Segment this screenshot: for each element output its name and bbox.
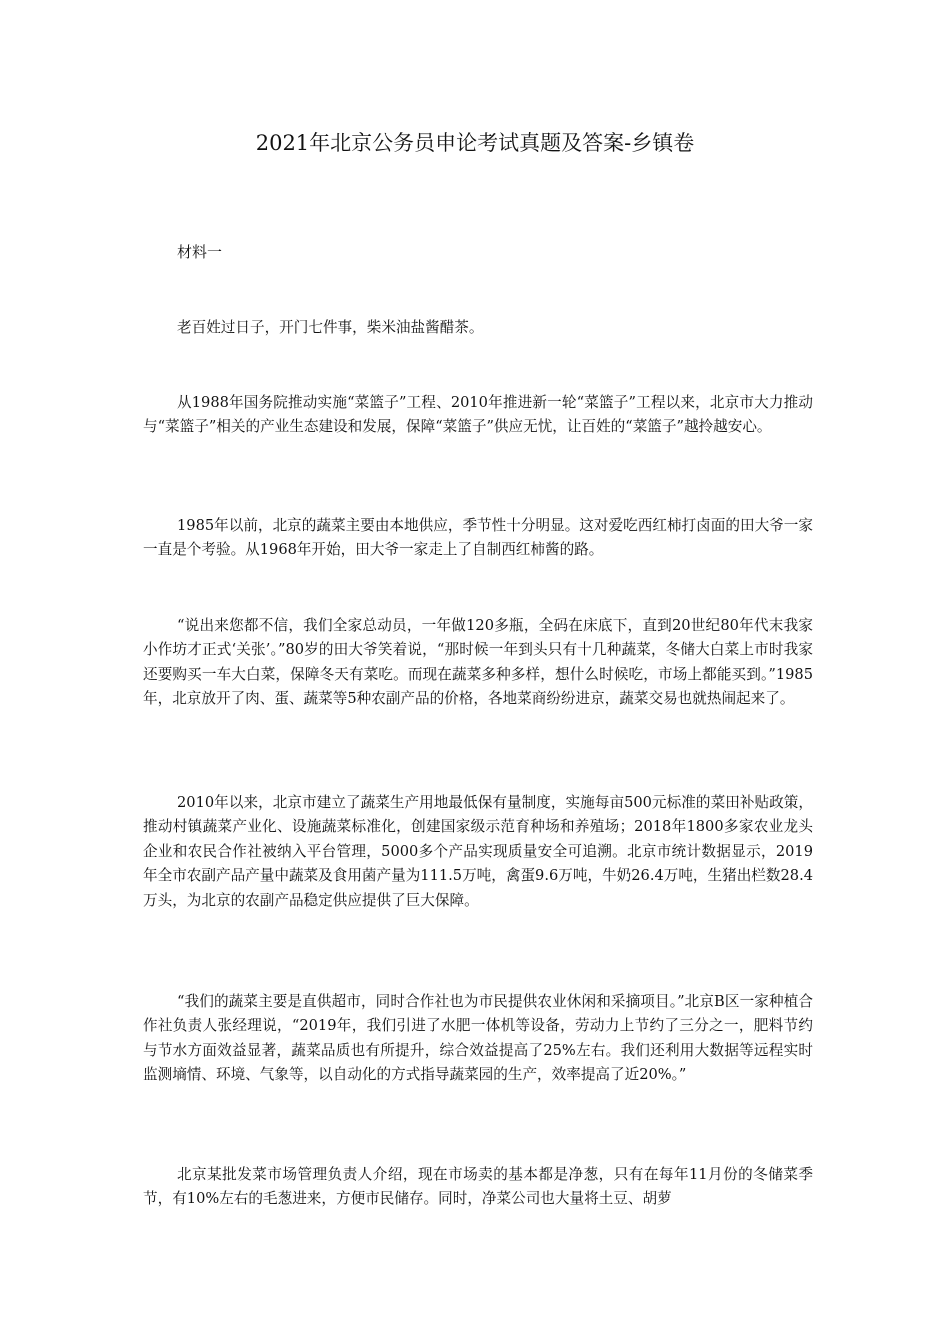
paragraph-6: “我们的蔬菜主要是直供超市，同时合作社也为市民提供农业休闲和采摘项目。”北京B区一家种植合作社负责人张经理说，“2019年，我们引进了水肥一体机等设备，劳动力上节约了三分之一，肥料节约与节水方面效益显著，蔬菜品质也有所提升，综合效益提高了25%左右。我们还利用大数据等远程实时监测墒情、环境、气象等，以自动化的方式指导蔬菜园的生产，效率提高了近20%。” (143, 993, 813, 1084)
paragraph-7: 北京某批发菜市场管理负责人介绍，现在市场卖的基本都是净葱，只有在每年11月份的冬储菜季节，有10%左右的毛葱进来，方便市民储存。同时，净菜公司也大量将土豆、胡萝 (143, 1166, 813, 1208)
document-title: 2021年北京公务员申论考试真题及答案-乡镇卷 (255, 131, 695, 155)
section-label: 材料一 (177, 243, 223, 261)
paragraph-2: 从1988年国务院推动实施“菜篮子”工程、2010年推进新一轮“菜篮子”工程以来，北京市大力推动与“菜篮子”相关的产业生态建设和发展，保障“菜篮子”供应无忧，让百姓的“菜篮子”越拎越安心。 (143, 394, 813, 436)
paragraph-3: 1985年以前，北京的蔬菜主要由本地供应，季节性十分明显。这对爱吃西红柿打卤面的田大爷一家一直是个考验。从1968年开始，田大爷一家走上了自制西红柿酱的路。 (143, 517, 813, 559)
paragraph-5: 2010年以来，北京市建立了蔬菜生产用地最低保有量制度，实施每亩500元标准的菜田补贴政策，推动村镇蔬菜产业化、设施蔬菜标准化，创建国家级示范育种场和养殖场；2018年1800多家农业龙头企业和农民合作社被纳入平台管理，5000多个产品实现质量安全可追溯。北京市统计数据显示，2019年全市农副产品产量中蔬菜及食用菌产量为111.5万吨，禽蛋9.6万吨，牛奶26.4万吨，生猪出栏数28.4万头，为北京的农副产品稳定供应提供了巨大保障。 (143, 794, 813, 909)
paragraph-1: 老百姓过日子，开门七件事，柴米油盐酱醋茶。 (177, 319, 484, 336)
paragraph-4: “说出来您都不信，我们全家总动员，一年做120多瓶，全码在床底下，直到20世纪80年代末我家小作坊才正式‘关张’。”80岁的田大爷笑着说，“那时候一年到头只有十几种蔬菜，冬储大白菜上市时我家还要购买一车大白菜，保障冬天有菜吃。而现在蔬菜多种多样，想什么时候吃，市场上都能买到。”1985年，北京放开了肉、蛋、蔬菜等5种农副产品的价格，各地菜商纷纷进京，蔬菜交易也就热闹起来了。 (143, 617, 813, 708)
